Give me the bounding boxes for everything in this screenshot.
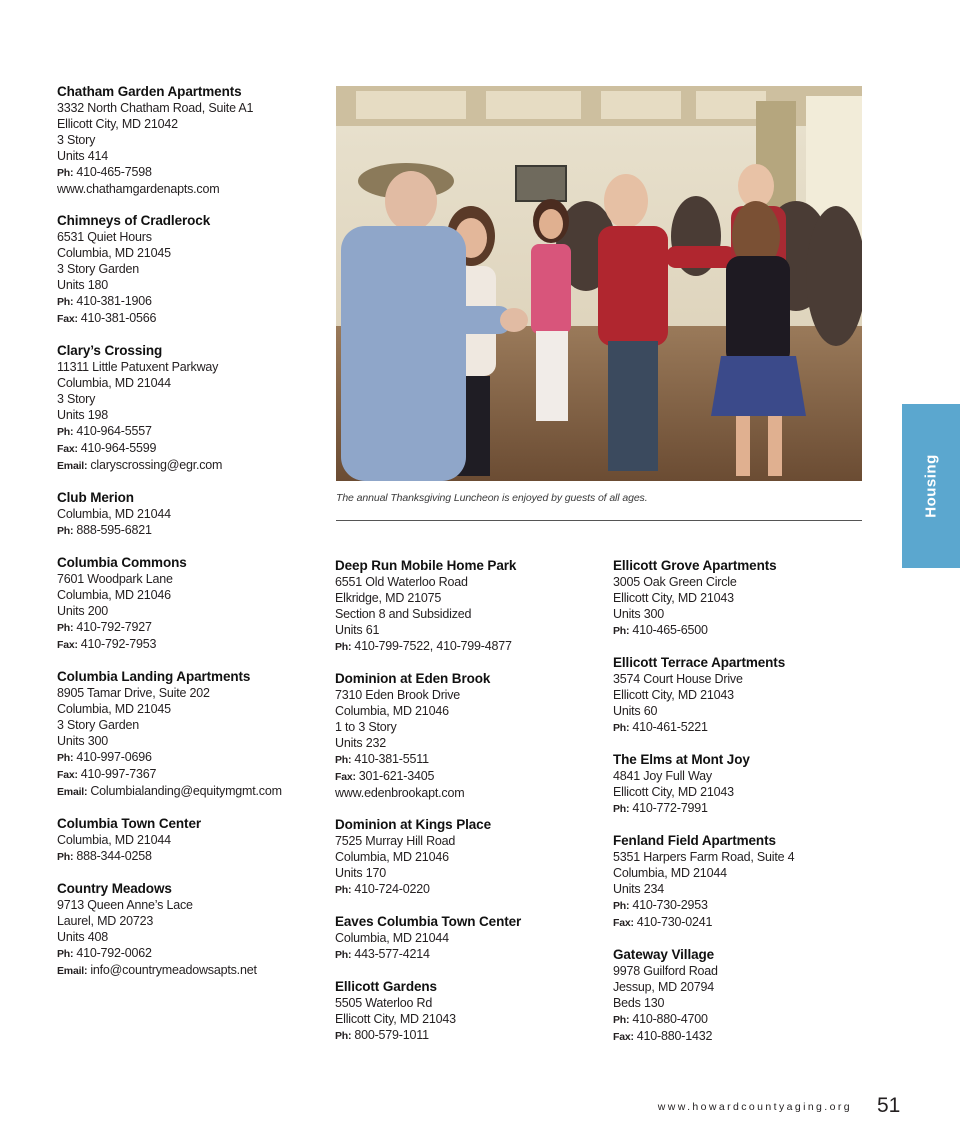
listing-detail-line: [57, 116, 317, 132]
listing-detail-text: 800-579-1011: [354, 1028, 429, 1042]
listing-detail-text: Ellicott City, MD 21043: [613, 591, 734, 605]
listing-detail-text: Columbia, MD 21045: [57, 246, 171, 260]
listing-detail-text: Units 60: [613, 704, 658, 718]
listing-name: Dominion at Eden Brook: [335, 671, 491, 686]
listing-detail-line: [335, 638, 595, 655]
listing-detail-line: [335, 719, 595, 735]
listing-detail-line: [57, 148, 317, 164]
contact-label: Ph:: [57, 167, 74, 179]
housing-listing: [57, 880, 317, 979]
listing-detail-text: 410-880-1432: [636, 1029, 713, 1043]
listing-detail-text: info@countrymeadowsapts.net: [90, 963, 257, 977]
listing-detail-line: [57, 913, 317, 929]
listing-name: Ellicott Grove Apartments: [613, 558, 777, 573]
listing-detail-line: [613, 881, 873, 897]
listing-detail-text: Units 408: [57, 930, 109, 944]
listing-detail-text: claryscrossing@egr.com: [90, 458, 223, 472]
listing-detail-text: Units 232: [335, 736, 387, 750]
listing-detail-text: 410-880-4700: [632, 1012, 708, 1026]
contact-label: Fax:: [57, 769, 78, 781]
listing-detail-text: Columbialanding@equitymgmt.com: [90, 784, 282, 798]
listing-detail-line: [57, 848, 317, 865]
listing-detail-line: [57, 164, 317, 181]
listing-detail-line: [613, 979, 873, 995]
listing-detail-text: 410-792-7953: [80, 637, 157, 651]
listing-detail-line: [57, 945, 317, 962]
listing-detail-text: 410-964-5557: [76, 424, 152, 438]
listing-detail-line: [57, 245, 317, 261]
listing-detail-line: [57, 310, 317, 327]
listing-detail-line: [57, 100, 317, 116]
listing-detail-text: 410-381-5511: [354, 752, 429, 766]
contact-label: Email:: [57, 786, 88, 798]
housing-listing: [335, 670, 595, 801]
listing-detail-text: Elkridge, MD 21075: [335, 591, 442, 605]
listing-detail-line: [335, 865, 595, 881]
listing-detail-line: [613, 622, 873, 639]
listing-detail-line: [57, 766, 317, 783]
listing-name: Ellicott Gardens: [335, 979, 437, 994]
contact-label: Ph:: [335, 884, 352, 896]
listing-detail-text: 1 to 3 Story: [335, 720, 397, 734]
listing-detail-line: [57, 359, 317, 375]
contact-label: Ph:: [613, 900, 630, 912]
listing-detail-line: [335, 622, 595, 638]
contact-label: Fax:: [613, 917, 634, 929]
listing-detail-text: 410-792-0062: [76, 946, 152, 960]
listing-detail-text: 410-730-2953: [632, 898, 708, 912]
listing-detail-line: [57, 229, 317, 245]
listing-detail-line: [57, 571, 317, 587]
listing-detail-line: [57, 457, 317, 474]
listing-detail-line: [613, 606, 873, 622]
listing-detail-line: [57, 832, 317, 848]
listing-name: Ellicott Terrace Apartments: [613, 655, 786, 670]
listing-detail-line: [57, 685, 317, 701]
listing-name: Gateway Village: [613, 947, 715, 962]
listing-detail-line: [57, 783, 317, 800]
housing-listing: [613, 751, 873, 817]
footer-website: www.howardcountyaging.org: [657, 1101, 852, 1113]
listing-detail-text: Beds 130: [613, 996, 665, 1010]
listing-detail-text: Units 414: [57, 149, 109, 163]
listing-detail-line: [57, 277, 317, 293]
listing-detail-line: [335, 751, 595, 768]
listing-detail-text: Columbia, MD 21044: [57, 833, 171, 847]
housing-listing: [613, 654, 873, 736]
contact-label: Fax:: [335, 771, 356, 783]
listing-detail-line: [335, 849, 595, 865]
contact-label: Ph:: [57, 525, 74, 537]
listing-detail-line: [613, 914, 873, 931]
listing-detail-text: Units 200: [57, 604, 109, 618]
listing-detail-line: [613, 590, 873, 606]
listing-detail-text: Units 198: [57, 408, 109, 422]
listing-detail-text: 443-577-4214: [354, 947, 430, 961]
listing-detail-line: [57, 407, 317, 423]
listing-detail-line: [613, 703, 873, 719]
listing-detail-text: 410-381-1906: [76, 294, 152, 308]
contact-label: Email:: [57, 965, 88, 977]
listing-detail-text: www.edenbrookapt.com: [335, 786, 465, 800]
listing-detail-line: [57, 603, 317, 619]
listing-detail-line: [335, 574, 595, 590]
listing-detail-line: [57, 929, 317, 945]
listing-detail-text: Columbia, MD 21046: [335, 850, 449, 864]
listing-detail-line: [335, 687, 595, 703]
listing-detail-line: [57, 962, 317, 979]
listing-detail-line: [613, 865, 873, 881]
listing-detail-text: 5505 Waterloo Rd: [335, 996, 433, 1010]
listing-detail-text: 410-381-0566: [80, 311, 157, 325]
listing-detail-line: [335, 946, 595, 963]
listing-detail-line: [57, 717, 317, 733]
listing-detail-line: [613, 897, 873, 914]
listing-detail-line: [613, 768, 873, 784]
listing-detail-line: [613, 800, 873, 817]
caption-divider: [336, 520, 862, 521]
housing-listing: [57, 668, 317, 800]
contact-label: Ph:: [57, 851, 74, 863]
listing-name: Club Merion: [57, 490, 134, 505]
section-tab-label: Housing: [922, 454, 940, 518]
listing-column-middle: [335, 557, 595, 1059]
listing-name: Eaves Columbia Town Center: [335, 914, 522, 929]
listing-name: Columbia Town Center: [57, 816, 202, 831]
housing-listing: [57, 342, 317, 474]
listing-detail-text: Columbia, MD 21044: [57, 507, 171, 521]
listing-name: Columbia Commons: [57, 555, 187, 570]
contact-label: Ph:: [335, 949, 352, 961]
listing-detail-line: [613, 1011, 873, 1028]
listing-detail-text: 7310 Eden Brook Drive: [335, 688, 461, 702]
housing-listing: [57, 489, 317, 539]
listing-name: Columbia Landing Apartments: [57, 669, 251, 684]
listing-detail-line: [57, 440, 317, 457]
contact-label: Ph:: [335, 1030, 352, 1042]
listing-detail-line: [335, 785, 595, 801]
listing-detail-text: Units 61: [335, 623, 380, 637]
listing-detail-line: [57, 522, 317, 539]
listing-detail-text: 3574 Court House Drive: [613, 672, 743, 686]
listing-detail-line: [613, 574, 873, 590]
listing-detail-line: [57, 897, 317, 913]
listing-detail-line: [57, 181, 317, 197]
housing-listing: [613, 557, 873, 639]
listing-detail-text: 410-997-0696: [76, 750, 152, 764]
contact-label: Email:: [57, 460, 88, 472]
housing-listing: [335, 978, 595, 1044]
listing-detail-text: 3 Story: [57, 392, 96, 406]
listing-detail-line: [57, 391, 317, 407]
listing-detail-text: www.chathamgardenapts.com: [57, 182, 220, 196]
listing-detail-line: [335, 995, 595, 1011]
listing-detail-text: 3 Story: [57, 133, 96, 147]
listing-detail-text: Ellicott City, MD 21043: [613, 785, 734, 799]
listing-detail-line: [57, 619, 317, 636]
listing-detail-text: Units 180: [57, 278, 109, 292]
listing-detail-line: [335, 833, 595, 849]
housing-listing: [57, 212, 317, 327]
listing-detail-line: [335, 768, 595, 785]
page-number: 51: [877, 1094, 901, 1117]
contact-label: Ph:: [57, 426, 74, 438]
listing-detail-text: 8905 Tamar Drive, Suite 202: [57, 686, 210, 700]
photo-illustration: [336, 86, 862, 481]
listing-detail-text: Units 170: [335, 866, 387, 880]
listing-detail-text: 6531 Quiet Hours: [57, 230, 152, 244]
contact-label: Ph:: [613, 722, 630, 734]
contact-label: Ph:: [613, 1014, 630, 1026]
listing-column-left: [57, 83, 317, 994]
listing-detail-text: Ellicott City, MD 21043: [335, 1012, 456, 1026]
listing-detail-text: Units 234: [613, 882, 665, 896]
listing-detail-line: [335, 735, 595, 751]
listing-detail-text: 301-621-3405: [358, 769, 435, 783]
listing-detail-line: [57, 132, 317, 148]
listing-detail-line: [613, 671, 873, 687]
listing-detail-line: [335, 930, 595, 946]
contact-label: Ph:: [57, 948, 74, 960]
listing-name: Dominion at Kings Place: [335, 817, 491, 832]
listing-detail-text: 7601 Woodpark Lane: [57, 572, 173, 586]
contact-label: Fax:: [57, 443, 78, 455]
contact-label: Fax:: [613, 1031, 634, 1043]
listing-name: Clary’s Crossing: [57, 343, 163, 358]
section-tab-housing[interactable]: [902, 404, 960, 568]
housing-listing: [57, 83, 317, 197]
listing-detail-text: 4841 Joy Full Way: [613, 769, 712, 783]
listing-detail-text: 888-595-6821: [76, 523, 152, 537]
listing-detail-text: 410-772-7991: [632, 801, 708, 815]
listing-detail-text: 9978 Guilford Road: [613, 964, 718, 978]
listing-detail-line: [57, 423, 317, 440]
housing-listing: [335, 816, 595, 898]
listing-detail-text: 888-344-0258: [76, 849, 152, 863]
listing-name: The Elms at Mont Joy: [613, 752, 750, 767]
listing-detail-line: [613, 849, 873, 865]
listing-detail-text: 7525 Murray Hill Road: [335, 834, 456, 848]
listing-detail-text: 410-792-7927: [76, 620, 152, 634]
listing-detail-line: [613, 1028, 873, 1045]
listing-detail-text: Columbia, MD 21046: [57, 588, 171, 602]
listing-name: Deep Run Mobile Home Park: [335, 558, 517, 573]
listing-detail-line: [335, 606, 595, 622]
contact-label: Fax:: [57, 639, 78, 651]
listing-detail-text: Jessup, MD 20794: [613, 980, 715, 994]
listing-detail-text: 410-997-7367: [80, 767, 157, 781]
contact-label: Ph:: [613, 803, 630, 815]
listing-detail-text: Ellicott City, MD 21043: [613, 688, 734, 702]
listing-detail-text: 3005 Oak Green Circle: [613, 575, 737, 589]
listing-detail-text: 3 Story Garden: [57, 262, 139, 276]
listing-name: Country Meadows: [57, 881, 172, 896]
listing-column-right: [613, 557, 873, 1060]
listing-detail-text: 11311 Little Patuxent Parkway: [57, 360, 219, 374]
listing-detail-line: [57, 749, 317, 766]
listing-detail-text: 3332 North Chatham Road, Suite A1: [57, 101, 254, 115]
listing-detail-line: [57, 293, 317, 310]
listing-detail-line: [57, 701, 317, 717]
listing-detail-text: Units 300: [57, 734, 109, 748]
housing-listing: [613, 946, 873, 1045]
listing-detail-line: [335, 703, 595, 719]
contact-label: Ph:: [335, 641, 352, 653]
listing-detail-text: 410-465-6500: [632, 623, 708, 637]
listing-detail-text: 5351 Harpers Farm Road, Suite 4: [613, 850, 795, 864]
listing-name: Chatham Garden Apartments: [57, 84, 242, 99]
listing-detail-line: [335, 590, 595, 606]
listing-detail-line: [613, 995, 873, 1011]
contact-label: Ph:: [335, 754, 352, 766]
listing-detail-text: 410-465-7598: [76, 165, 152, 179]
contact-label: Ph:: [57, 622, 74, 634]
listing-detail-text: 410-799-7522, 410-799-4877: [354, 639, 512, 653]
listing-detail-text: Columbia, MD 21044: [57, 376, 171, 390]
listing-name: Fenland Field Apartments: [613, 833, 776, 848]
contact-label: Ph:: [57, 296, 74, 308]
listing-detail-line: [613, 687, 873, 703]
housing-listing: [613, 832, 873, 931]
listing-detail-line: [57, 636, 317, 653]
housing-listing: [57, 554, 317, 653]
listing-detail-text: Columbia, MD 21044: [335, 931, 449, 945]
housing-listing: [335, 913, 595, 963]
listing-detail-line: [613, 719, 873, 736]
thanksgiving-luncheon-photo: [336, 86, 862, 481]
listing-detail-text: 410-461-5221: [632, 720, 708, 734]
contact-label: Ph:: [57, 752, 74, 764]
photo-caption: The annual Thanksgiving Luncheon is enjoyed by guests of all ages.: [336, 492, 648, 504]
listing-detail-text: Columbia, MD 21045: [57, 702, 171, 716]
listing-detail-text: Columbia, MD 21046: [335, 704, 449, 718]
listing-detail-text: Section 8 and Subsidized: [335, 607, 472, 621]
contact-label: Ph:: [613, 625, 630, 637]
listing-detail-line: [57, 261, 317, 277]
listing-detail-line: [57, 733, 317, 749]
listing-detail-line: [613, 784, 873, 800]
listing-detail-line: [57, 587, 317, 603]
housing-listing: [57, 815, 317, 865]
listing-detail-line: [335, 881, 595, 898]
listing-detail-text: 3 Story Garden: [57, 718, 139, 732]
listing-detail-text: Units 300: [613, 607, 665, 621]
listing-detail-line: [57, 375, 317, 391]
listing-detail-line: [335, 1011, 595, 1027]
contact-label: Fax:: [57, 313, 78, 325]
listing-detail-text: Laurel, MD 20723: [57, 914, 154, 928]
listing-name: Chimneys of Cradlerock: [57, 213, 211, 228]
listing-detail-line: [57, 506, 317, 522]
listing-detail-text: 6551 Old Waterloo Road: [335, 575, 468, 589]
housing-listing: [335, 557, 595, 655]
listing-detail-line: [335, 1027, 595, 1044]
listing-detail-line: [613, 963, 873, 979]
listing-detail-text: Columbia, MD 21044: [613, 866, 727, 880]
listing-detail-text: Ellicott City, MD 21042: [57, 117, 178, 131]
listing-detail-text: 410-724-0220: [354, 882, 430, 896]
listing-detail-text: 9713 Queen Anne’s Lace: [57, 898, 193, 912]
listing-detail-text: 410-964-5599: [80, 441, 157, 455]
listing-detail-text: 410-730-0241: [636, 915, 713, 929]
